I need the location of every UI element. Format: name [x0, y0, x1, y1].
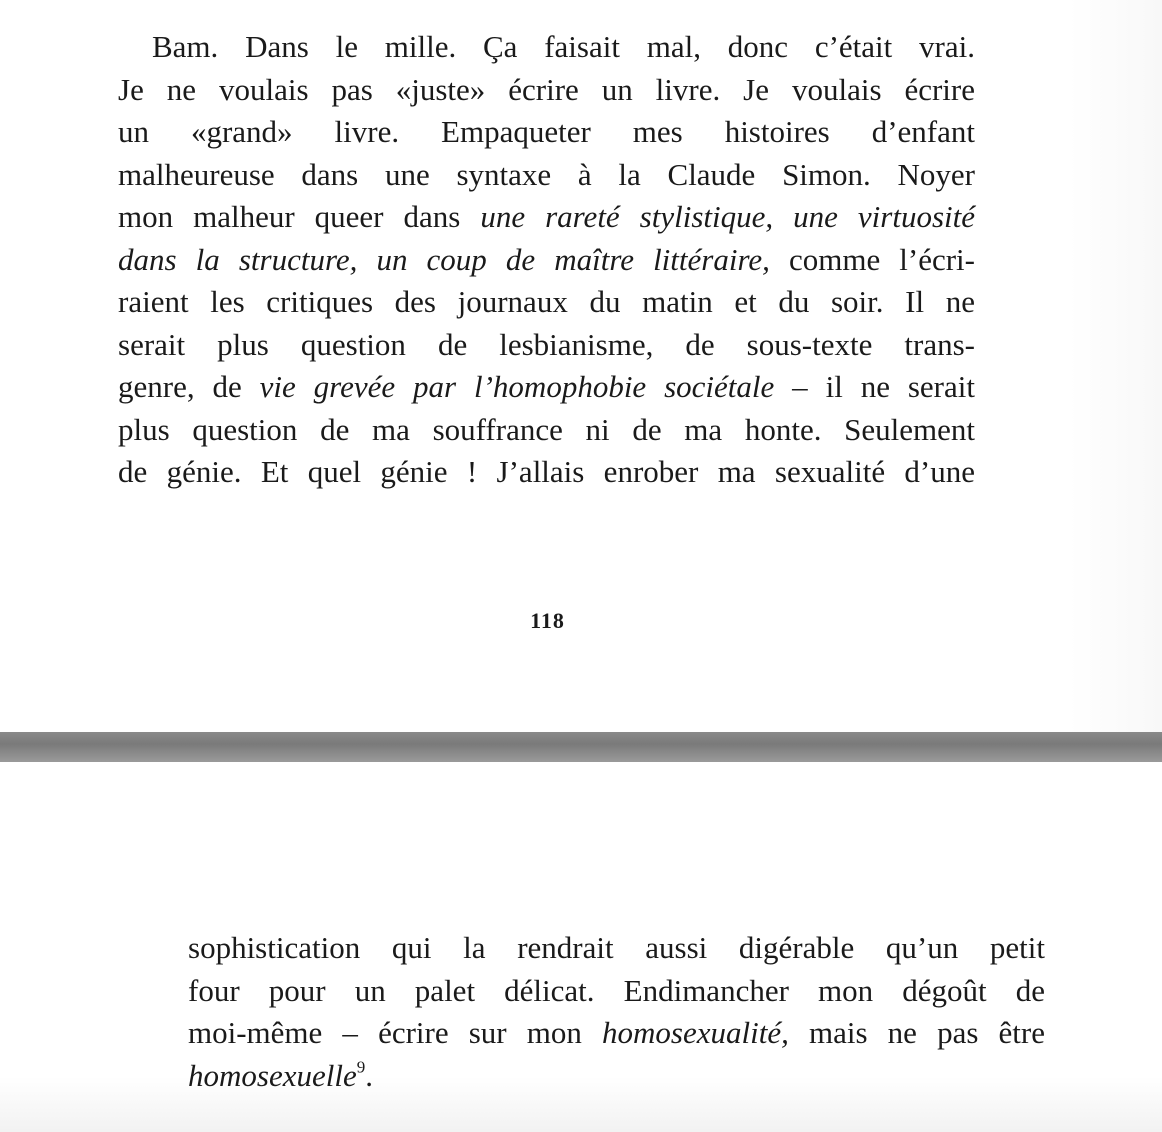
text-line: Je ne voulais pas «juste» écrire un livre. Je voulais écrire: [118, 71, 975, 107]
page-separator: [0, 732, 1162, 762]
italic-text: vie grevée par l’homophobie sociétale: [259, 369, 775, 404]
text-line: four pour un palet délicat. Endimancher mon dégoût de: [188, 972, 1045, 1008]
text-line: de génie. Et quel génie ! J’allais enrober ma sexualité d’une: [118, 454, 975, 489]
footnote-reference[interactable]: 9: [356, 1056, 366, 1076]
text-line: dans la structure, un coup de maître littéraire, comme l’écri-: [118, 241, 975, 277]
text-line: sophistication qui la rendrait aussi digérable qu’un petit: [188, 930, 1045, 965]
text-line: un «grand» livre. Empaqueter mes histoires d’enfant: [118, 114, 975, 149]
page-number: 118: [530, 608, 565, 633]
text-line: homosexuelle$^9$.: [188, 1056, 373, 1093]
text-line: raient les critiques des journaux du matin et du soir. Il ne: [118, 284, 975, 319]
text-line: serait plus question de lesbianisme, de sous-texte trans-: [118, 326, 975, 362]
text-line: Bam. Dans le mille. Ça faisait mal, donc c’était vrai.: [152, 29, 975, 64]
italic-text: une rareté stylistique, une virtuosité: [480, 199, 975, 234]
italic-text: dans la structure, un coup de maître littéraire,: [118, 241, 770, 277]
top-page-text: [118, 26, 975, 494]
italic-text: homosexuelle: [188, 1057, 357, 1093]
bottom-page-text: [188, 927, 1045, 1097]
text-line: plus question de ma souffrance ni de ma honte. Seulement: [118, 411, 975, 447]
text-line: moi-même – écrire sur mon homosexualité, mais ne pas être: [188, 1015, 1045, 1050]
text-line: mon malheur queer dans une rareté stylistique, une virtuosité: [118, 199, 975, 234]
text-line: genre, de vie grevée par l’homophobie sociétale – il ne serait: [118, 369, 975, 404]
italic-text: homosexualité,: [602, 1015, 789, 1050]
text-line: malheureuse dans une syntaxe à la Claude Simon. Noyer: [118, 156, 975, 192]
